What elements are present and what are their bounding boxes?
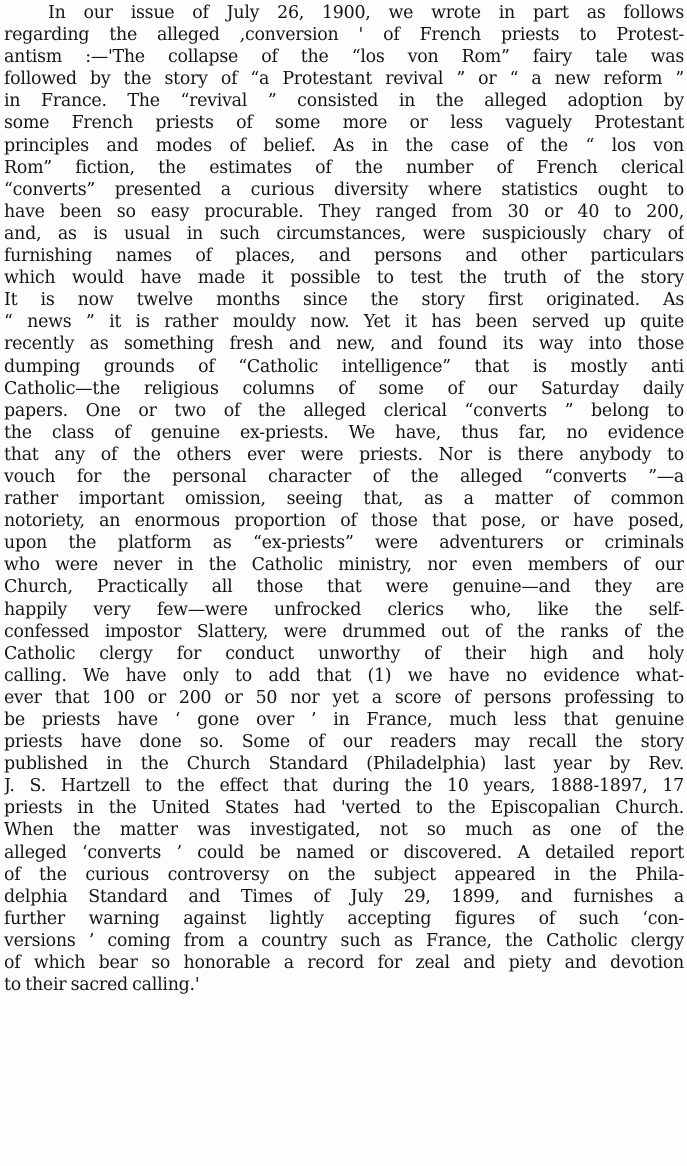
text-line: principles and modes of belief. As in the case of the “ los von [4,135,684,156]
text-line: in France. The “revival ” consisted in the alleged adoption by [4,91,684,112]
text-line: of the curious controversy on the subject appeared in the Phila- [4,864,684,885]
text-line: that any of the others ever were priests. Nor is there anybody to [4,444,684,465]
article-text [4,2,684,996]
text-line: When the matter was investigated, not so much as one of the [4,820,684,841]
text-line: “converts” presented a curious diversity where statistics ought to [4,179,684,200]
text-line: have been so easy procurable. They ranged from 30 or 40 to 200, [4,201,684,222]
text-line: further warning against lightly accepting figures of such ‘con- [4,908,684,929]
text-line: followed by the story of “a Protestant revival ” or “ a new reform ” [4,69,684,90]
text-line: papers. One or two of the alleged clerical “converts ” belong to [4,400,684,421]
text-line: dumping grounds of “Catholic intelligence” that is mostly anti [4,356,684,377]
text-line: be priests have ‘ gone over ’ in France, much less that genuine [4,710,684,730]
text-line: Catholic—the religious columns of some of our Saturday daily [4,378,684,399]
text-line: delphia Standard and Times of July 29, 1899, and furnishes a [4,886,684,907]
text-line: versions ’ coming from a country such as France, the Catholic clergy [4,930,684,951]
text-line: ever that 100 or 200 or 50 nor yet a score of persons professing to [4,687,684,708]
text-line: vouch for the personal character of the alleged “converts ”—a [4,466,684,487]
text-line: antism :—'The collapse of the “los von Rom” fairy tale was [4,47,684,68]
text-line: J. S. Hartzell to the effect that during the 10 years, 1888-1897, 17 [4,776,684,797]
text-line: to their sacred calling.' [4,975,200,996]
text-line: who were never in the Catholic ministry, nor even members of our [4,555,684,576]
text-line: Rom” fiction, the estimates of the number of French clerical [4,157,684,178]
text-line: upon the platform as “ex-priests” were adventurers or criminals [4,533,684,554]
text-line: calling. We have only to add that (1) we have no evidence what- [4,665,684,686]
text-line: priests in the United States had 'verted to the Episcopalian Church. [4,798,684,819]
text-line: “ news ” it is rather mouldy now. Yet it has been served up quite [4,312,684,333]
text-line: Catholic clergy for conduct unworthy of their high and holy [4,643,684,664]
text-line: happily very few—were unfrocked clerics who, like the self- [4,599,684,620]
text-line: furnishing names of places, and persons and other particulars [4,246,684,267]
text-line: It is now twelve months since the story first originated. As [4,290,684,311]
text-line: rather important omission, seeing that, as a matter of common [4,489,684,510]
text-line: some French priests of some more or less vaguely Protestant [4,113,684,134]
text-line: and, as is usual in such circumstances, were suspiciously chary of [4,223,684,244]
text-line: In our issue of July 26, 1900, we wrote in part as follows [48,3,684,23]
text-line: priests have done so. Some of our readers may recall the story [4,732,684,753]
text-line: Church, Practically all those that were genuine—and they are [4,577,684,598]
text-line: the class of genuine ex-priests. We have, thus far, no evidence [4,422,684,443]
text-line: which would have made it possible to test the truth of the story [4,268,684,289]
text-line: of which bear so honorable a record for zeal and piety and devotion [4,953,684,974]
text-line: confessed impostor Slattery, were drummed out of the ranks of the [4,621,684,642]
text-line: notoriety, an enormous proportion of those that pose, or have posed, [4,511,684,532]
text-line: recently as something fresh and new, and found its way into those [4,334,684,355]
text-line: alleged ‘converts ’ could be named or discovered. A detailed report [4,842,684,863]
text-line: published in the Church Standard (Philadelphia) last year by Rev. [4,754,684,775]
text-line: regarding the alleged ,conversion ' of French priests to Protest- [4,25,684,46]
